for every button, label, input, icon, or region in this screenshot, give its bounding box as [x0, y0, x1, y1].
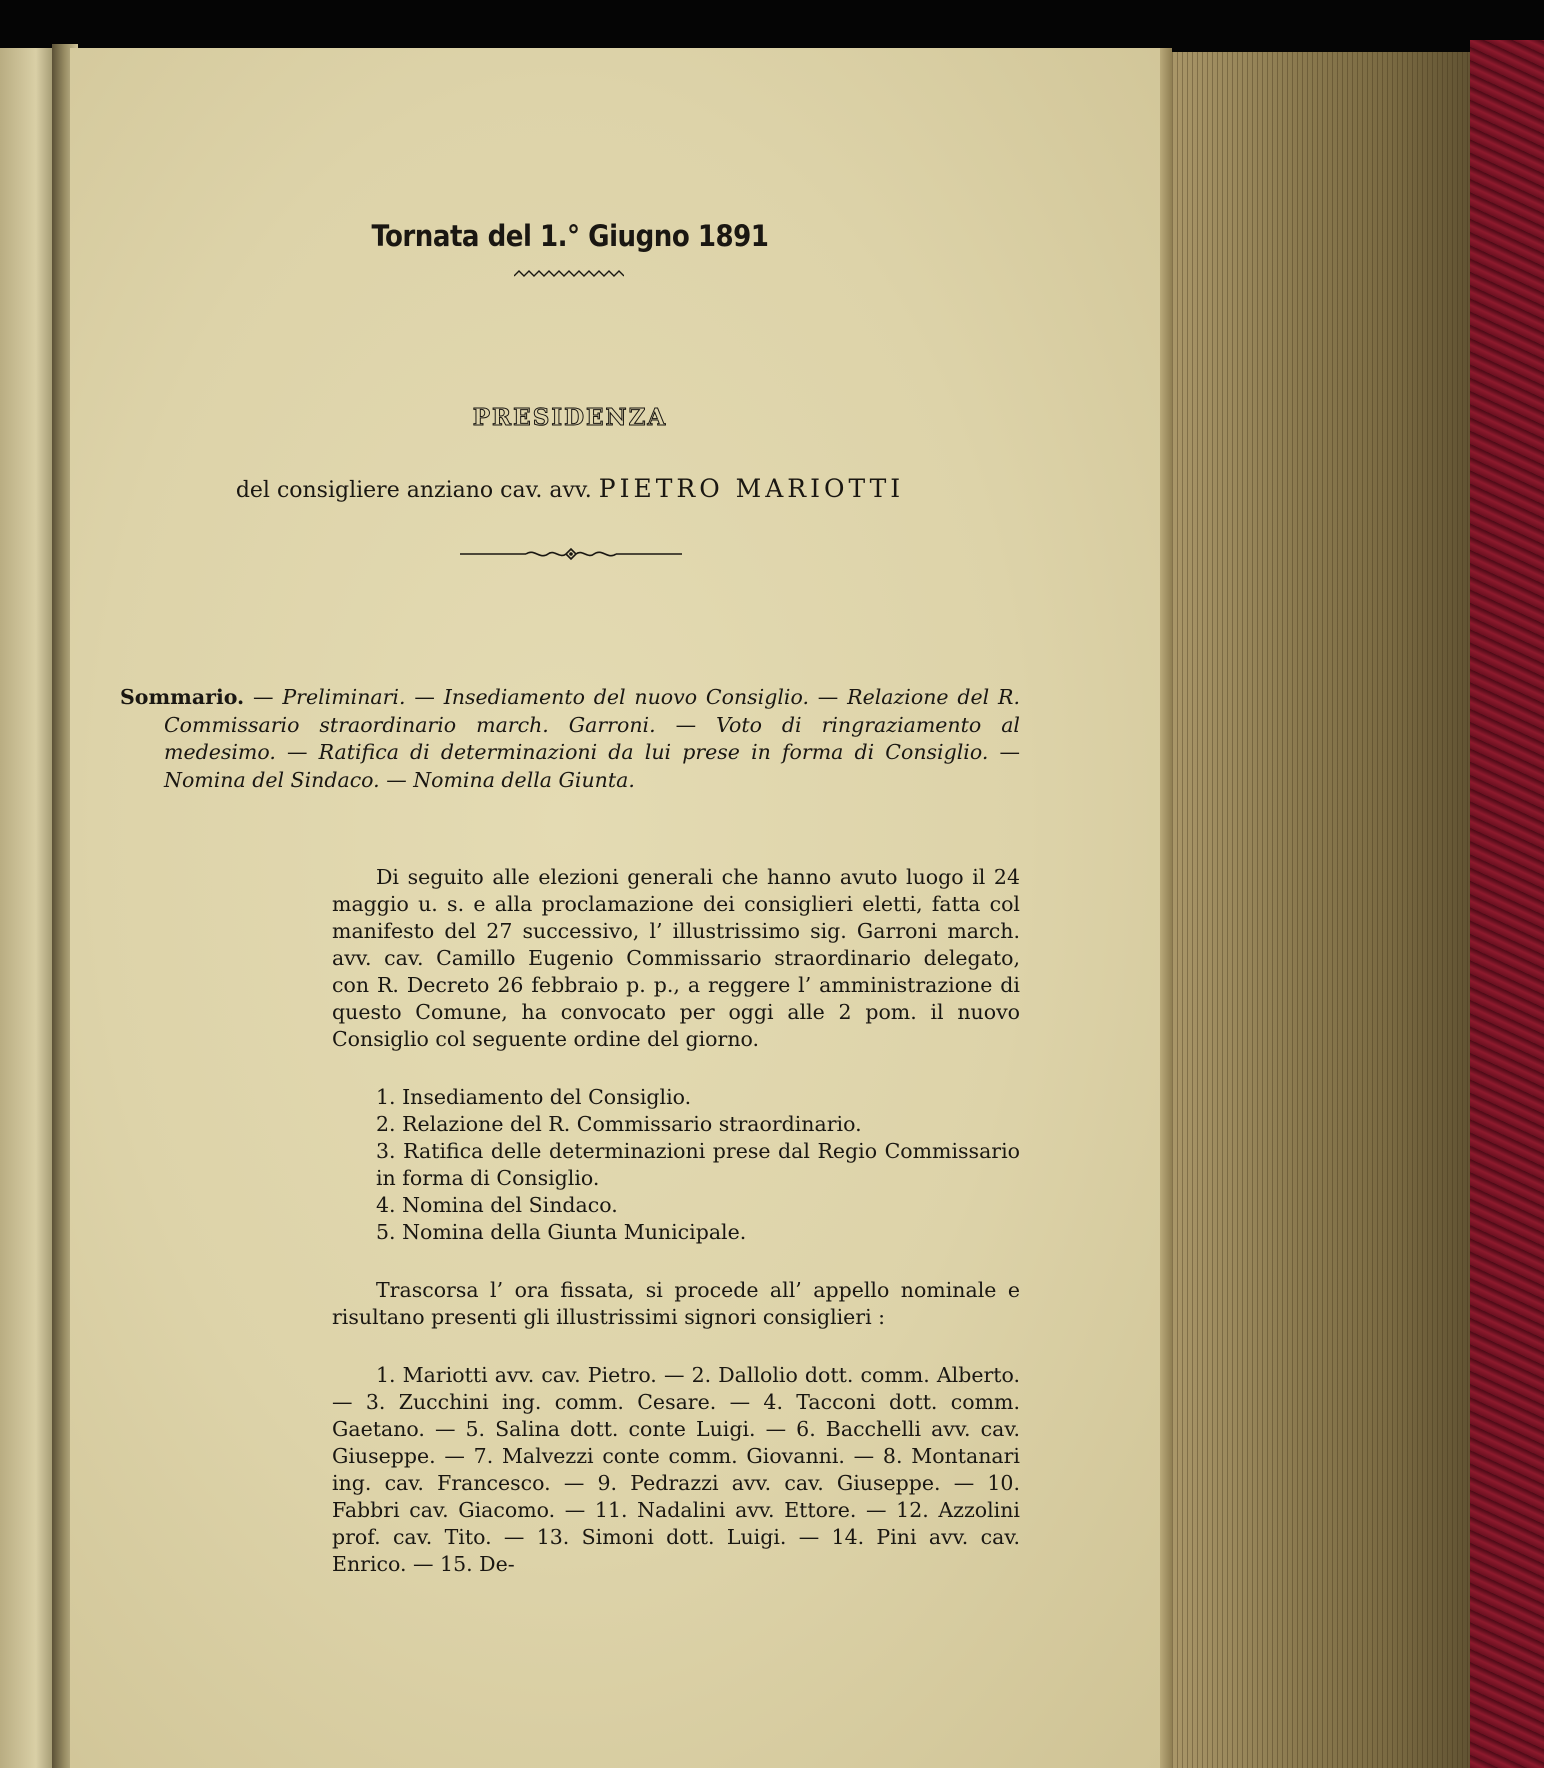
- chair-line: [120, 474, 1020, 503]
- summary-item: Insediamento del nuovo Consiglio.: [443, 685, 809, 709]
- left-page-edge: [0, 48, 60, 1768]
- agenda-item: 2. Relazione del R. Commissario straordinario.: [376, 1112, 862, 1136]
- summary-item: Nomina della Giunta.: [413, 767, 635, 792]
- presidency-heading: PRESIDENZA: [472, 404, 668, 431]
- attendees-paragraph: 1. Mariotti avv. cav. Pietro. — 2. Dallolio dott. comm. Alberto. — 3. Zucchini ing. comm. Cesare. — 4. Tacconi dott. comm. Gaetano. — 5. Salina dott. conte Luigi. — 6. Bacchelli avv. cav. Giuseppe. — 7. Malvezzi conte comm. Giovanni. — 8. Montanari ing. cav. Francesco. — 9. Pedrazzi avv. cav. Giuseppe. — 10. Fabbri cav. Giacomo. — 11. Nadalini avv. Ettore. — 12. Azzolini prof. cav. Tito. — 13. Simoni dott. Luigi. — 14. Pini avv. cav. Enrico. — 15. De-: [332, 1363, 1020, 1576]
- page-title: Tornata del 1.° Giugno 1891: [371, 219, 769, 253]
- page-edge-shadow: [1160, 48, 1172, 1768]
- summary-label: Sommario.: [120, 685, 245, 709]
- agenda-item: 1. Insediamento del Consiglio.: [376, 1085, 692, 1109]
- summary-item: Voto di ringraziamento al medesimo.: [164, 712, 1020, 764]
- book-cover: [1470, 40, 1544, 1768]
- chair-prefix: del consigliere anziano cav. avv.: [235, 478, 592, 503]
- intro-paragraph: Di seguito alle elezioni generali che hanno avuto luogo il 24 maggio u. s. e alla proclamazione dei consiglieri eletti, fatta col manifesto del 27 successivo, l’ illustrissimo sig. Garroni march. avv. cav. Camillo Eugenio Commissario straordinario delegato, con R. Decreto 26 febbraio p. p., a reggere l’ amministrazione di questo Comune, ha convocato per oggi alle 2 pom. il nuovo Consiglio col seguente ordine del giorno.: [332, 865, 1020, 1051]
- summary-item: Preliminari.: [282, 685, 406, 709]
- agenda-item: 5. Nomina della Giunta Municipale.: [376, 1220, 747, 1244]
- wavy-ornament-icon: [514, 270, 624, 282]
- rule-ornament-icon: [460, 547, 682, 561]
- agenda-item: 3. Ratifica delle determinazioni prese dal Regio Commissario in forma di Consiglio.: [376, 1139, 1020, 1190]
- chair-name: PIETRO MARIOTTI: [598, 474, 905, 503]
- page-content: [120, 0, 1020, 1768]
- summary-item: Nomina del Sindaco.: [164, 767, 380, 792]
- summary-item: Relazione del R. Commissario straordinario march. Garroni.: [164, 685, 1020, 737]
- roll-call-paragraph: Trascorsa l’ ora fissata, si procede all’ appello nominale e risultano presenti gli illustrissimi signori consiglieri :: [332, 1278, 1020, 1329]
- agenda-item: 4. Nomina del Sindaco.: [376, 1193, 618, 1217]
- page-stack-edges: [1172, 52, 1484, 1768]
- summary: Sommario. — Preliminari. — Insediamento del nuovo Consiglio. — Relazione del R. Commissario straordinario march. Garroni. — Voto di ringraziamento al medesimo. — Ratifica di determinazioni da lui prese in forma di Consiglio. — Nomina del Sindaco. — Nomina della Giunta.: [120, 685, 1020, 792]
- summary-item: Ratifica di determinazioni da lui prese in forma di Consiglio.: [318, 740, 989, 764]
- agenda-list: [332, 1084, 1020, 1246]
